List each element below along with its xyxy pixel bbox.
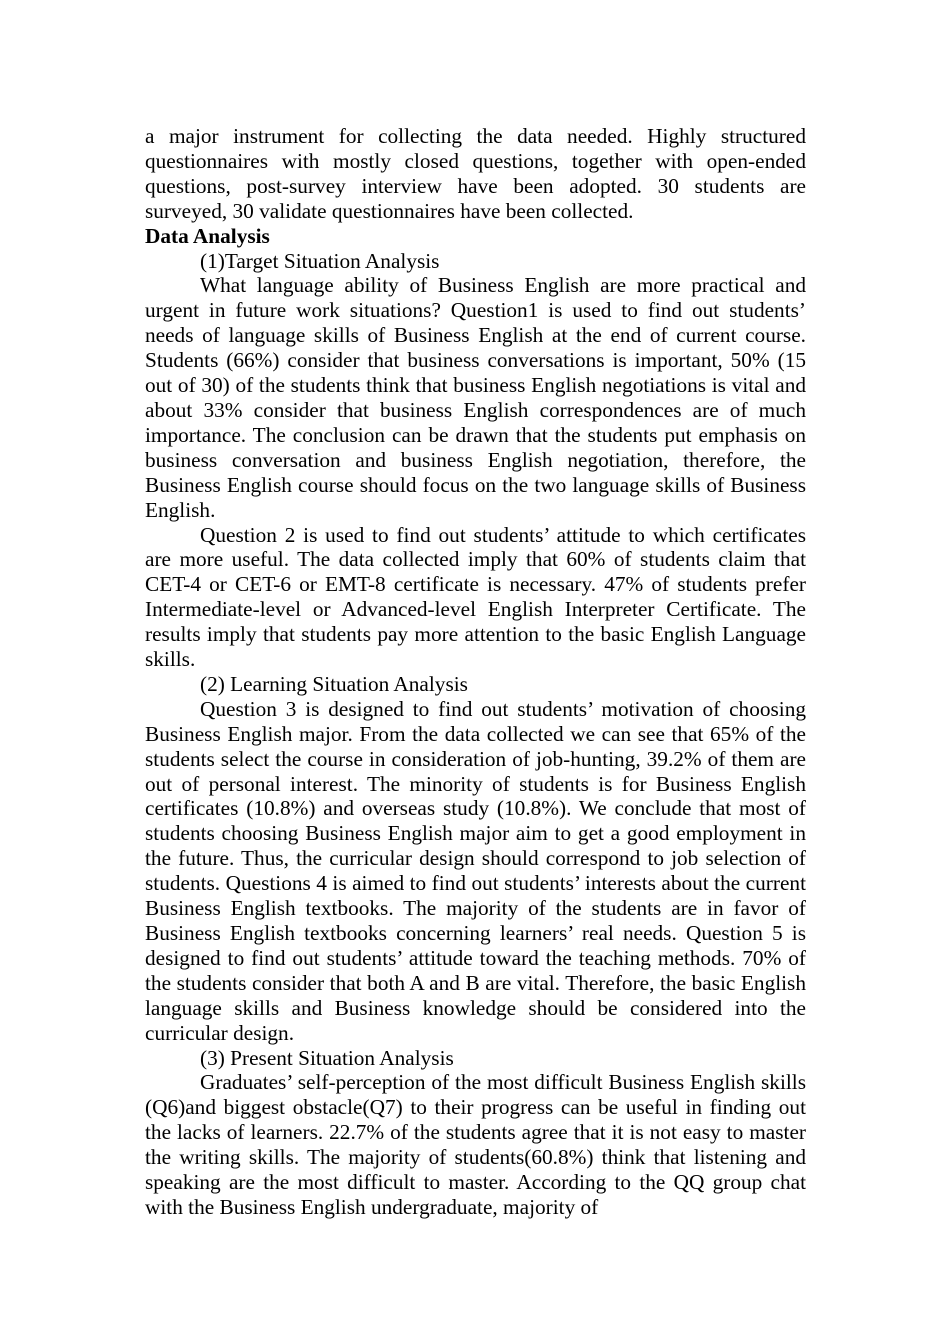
document-page: [145, 124, 806, 1220]
learning-situation-heading: (2) Learning Situation Analysis: [200, 671, 468, 696]
target-paragraph-1: What language ability of Business English are more practical and urgent in future work situations? Question1 is used to find out students’ needs of language skills of Business English at the end of current course. Students (66%) consider that business conversations is important, 50% (15 out of 30) of the students think that business English negotiations is vital and about 33% consider that business English correspondences are of much importance. The conclusion can be drawn that the students put emphasis on business conversation and business English negotiation, therefore, the Business English course should focus on the two language skills of Business English.: [145, 273, 806, 522]
present-paragraph-1: Graduates’ self-perception of the most difficult Business English skills (Q6)and biggest obstacle(Q7) to their progress can be useful in finding out the lacks of learners. 22.7% of the students agree that it is not easy to master the writing skills. The majority of students(60.8%) think that listening and speaking are the most difficult to master. According to the QQ group chat with the Business English undergraduate, majority of: [145, 1070, 806, 1219]
target-situation-heading: (1)Target Situation Analysis: [200, 248, 440, 273]
learning-paragraph-1: Question 3 is designed to find out students’ motivation of choosing Business English major. From the data collected we can see that 65% of the students select the course in consideration of job-hunting, 39.2% of them are out of personal interest. The minority of students is for Business English certificates (10.8%) and overseas study (10.8%). We conclude that most of students choosing Business English major aim to get a good employment in the future. Thus, the curricular design should correspond to job selection of students. Questions 4 is aimed to find out students’ interests about the current Business English textbooks. The majority of the students are in favor of Business English textbooks concerning learners’ real needs. Question 5 is designed to find out students’ attitude toward the teaching methods. 70% of the students consider that both A and B are vital. Therefore, the basic English language skills and Business knowledge should be considered into the curricular design.: [145, 696, 806, 1045]
target-paragraph-2: Question 2 is used to find out students’ attitude to which certificates are more useful. The data collected imply that 60% of students claim that CET-4 or CET-6 or EMT-8 certificate is necessary. 47% of students prefer Intermediate-level or Advanced-level English Interpreter Certificate. The results imply that students pay more attention to the basic English Language skills.: [145, 522, 806, 672]
present-situation-heading: (3) Present Situation Analysis: [200, 1045, 454, 1070]
intro-paragraph: a major instrument for collecting the data needed. Highly structured questionnaires with mostly closed questions, together with open-ended questions, post-survey interview have been adopted. 30 students are surveyed, 30 validate questionnaires have been collected.: [145, 124, 806, 223]
section-heading: Data Analysis: [145, 223, 270, 248]
